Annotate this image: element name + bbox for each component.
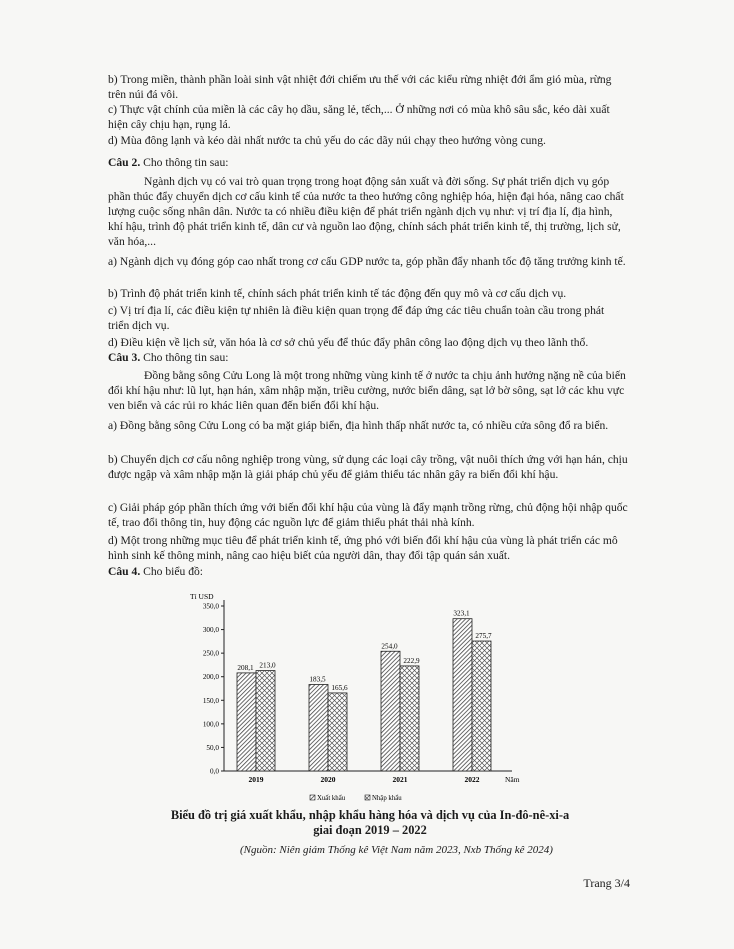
bar-value-label: 254,0 <box>381 642 398 651</box>
bar-value-label: 208,1 <box>237 663 254 672</box>
x-tick-label: 2020 <box>320 775 336 784</box>
q2-option-d: d) Điều kiện về lịch sử, văn hóa là cơ sở chủ yếu để thúc đẩy phân công lao động dịch vụ theo lãnh thổ. <box>108 336 589 349</box>
q2-intro: Cho thông tin sau: <box>140 156 229 169</box>
q2-heading <box>108 155 628 170</box>
chart-source: (Nguồn: Niên giám Thống kê Việt Nam năm 2023, Nxb Thống kê 2024) <box>240 844 553 856</box>
q3-intro: Cho thông tin sau: <box>140 351 229 364</box>
page-number: Trang 3/4 <box>583 876 630 890</box>
x-axis-unit-label: Năm <box>505 775 520 784</box>
chart-caption <box>150 808 590 838</box>
bar-export-2021 <box>381 651 400 771</box>
q4-intro: Cho biểu đồ: <box>140 565 204 578</box>
q3-option-b: b) Chuyển dịch cơ cấu nông nghiệp trong vùng, sử dụng các loại cây trồng, vật nuôi thích ứng với hạn hán, chịu được ngập và xâm nhập mặn là giải pháp chủ yếu để giảm thiểu tác nhân gây ra biến đổi khí hậu. <box>108 453 628 481</box>
legend-swatch-export <box>310 795 315 800</box>
q1-option-b: b) Trong miền, thành phần loài sinh vật nhiệt đới chiếm ưu thế với các kiểu rừng nhiệt đới ẩm gió mùa, rừng trên núi đá vôi. <box>108 73 612 101</box>
y-tick-label: 300,0 <box>202 626 219 635</box>
legend-swatch-import <box>365 795 370 800</box>
bar-import-2020 <box>328 693 347 771</box>
q3-option-d: d) Một trong những mục tiêu để phát triển kinh tế, ứng phó với biến đổi khí hậu của vùng là phát triển các mô hình sinh kế thông minh, nâng cao hiệu biết của người dân, thay đổi tập quán sản xuất. <box>108 534 618 562</box>
bar-import-2022 <box>472 641 491 771</box>
q4-label: Câu 4. <box>108 565 141 578</box>
chart-caption-line-1: Biểu đồ trị giá xuất khẩu, nhập khẩu hàng hóa và dịch vụ của In-đô-nê-xi-a <box>170 808 570 822</box>
y-tick-label: 350,0 <box>202 602 219 611</box>
q3-option-a: a) Đồng bằng sông Cửu Long có ba mặt giáp biển, địa hình thấp nhất nước ta, có nhiều cửa sông đổ ra biển. <box>108 419 609 432</box>
x-tick-label: 2022 <box>464 775 480 784</box>
legend-label-import: Nhập khẩu <box>372 795 402 802</box>
q2-passage: Ngành dịch vụ có vai trò quan trọng trong hoạt động sản xuất và đời sống. Sự phát triển dịch vụ góp phần thúc đẩy chuyển dịch cơ cấu kinh tế của nước ta theo hướng công nghiệp hóa, hiện đại hóa, nâng cao chất lượng cuộc sống nhân dân. Nước ta có nhiều điều kiện để phát triển ngành dịch vụ như: vị trí địa lí, địa hình, khí hậu, trình độ phát triển kinh tế, dân cư và nguồn lao động, chính sách phát triển kinh tế, thị trường, lịch sử, văn hóa,... <box>108 175 624 248</box>
chart-legend <box>310 795 402 802</box>
q2-option-c: c) Vị trí địa lí, các điều kiện tự nhiên là điều kiện quan trọng để đáp ứng các tiêu chuẩn toàn cầu trong phát triển dịch vụ. <box>108 304 605 332</box>
q2-label: Câu 2. <box>108 156 141 169</box>
q3-heading <box>108 350 628 365</box>
q3-label: Câu 3. <box>108 351 141 364</box>
bar-chart-svg <box>182 588 527 806</box>
q2-option-b: b) Trình độ phát triển kinh tế, chính sách phát triển kinh tế tác động đến quy mô và cơ cấu dịch vụ. <box>108 287 567 300</box>
q1-option-d: d) Mùa đông lạnh và kéo dài nhất nước ta chủ yếu do các dãy núi chạy theo hướng vòng cung. <box>108 134 546 147</box>
bar-value-label: 323,1 <box>453 609 470 618</box>
bar-value-label: 165,6 <box>331 683 348 692</box>
bar-value-label: 222,9 <box>403 656 420 665</box>
q3-option-c: c) Giải pháp góp phần thích ứng với biến đổi khí hậu của vùng là đẩy mạnh trồng rừng, chủ động hội nhập quốc tế, trao đổi thông tin, huy động các nguồn lực để giảm thiểu phát thải nhà kính. <box>108 501 628 529</box>
x-tick-label: 2019 <box>248 775 264 784</box>
q3-passage: Đồng bằng sông Cửu Long là một trong những vùng kinh tế ở nước ta chịu ảnh hưởng nặng nề của biến đổi khí hậu như: lũ lụt, hạn hán, xâm nhập mặn, triều cường, nước biển dâng, sạt lở bờ sông, sạt lở các khu vực ven biển và các rủi ro khác liên quan đến biến đổi khí hậu. <box>108 369 626 412</box>
legend-label-export: Xuất khẩu <box>317 795 346 802</box>
y-tick-label: 0,0 <box>210 767 219 776</box>
q1-option-c: c) Thực vật chính của miền là các cây họ dầu, săng lẻ, tếch,... Ở những nơi có mùa khô sâu sắc, kéo dài xuất hiện cây chịu hạn, rụng lá. <box>108 103 610 131</box>
bar-export-2022 <box>453 619 472 771</box>
bar-value-label: 183,5 <box>309 675 326 684</box>
y-tick-label: 50,0 <box>206 743 219 752</box>
bar-value-label: 213,0 <box>259 661 276 670</box>
y-tick-label: 150,0 <box>202 696 219 705</box>
y-axis-unit-label: Tỉ USD <box>190 592 214 601</box>
y-tick-label: 250,0 <box>202 649 219 658</box>
bar-chart <box>182 588 527 806</box>
bar-import-2019 <box>256 671 275 771</box>
chart-caption-line-2: giai đoạn 2019 – 2022 <box>313 823 427 837</box>
x-tick-label: 2021 <box>392 775 408 784</box>
bar-export-2019 <box>237 673 256 771</box>
y-tick-label: 100,0 <box>202 720 219 729</box>
bar-value-label: 275,7 <box>475 632 492 641</box>
bar-export-2020 <box>309 684 328 771</box>
q4-heading <box>108 564 628 579</box>
bar-import-2021 <box>400 666 419 771</box>
y-tick-label: 200,0 <box>202 673 219 682</box>
q2-option-a: a) Ngành dịch vụ đóng góp cao nhất trong cơ cấu GDP nước ta, góp phần đẩy nhanh tốc độ tăng trưởng kinh tế. <box>108 255 626 268</box>
